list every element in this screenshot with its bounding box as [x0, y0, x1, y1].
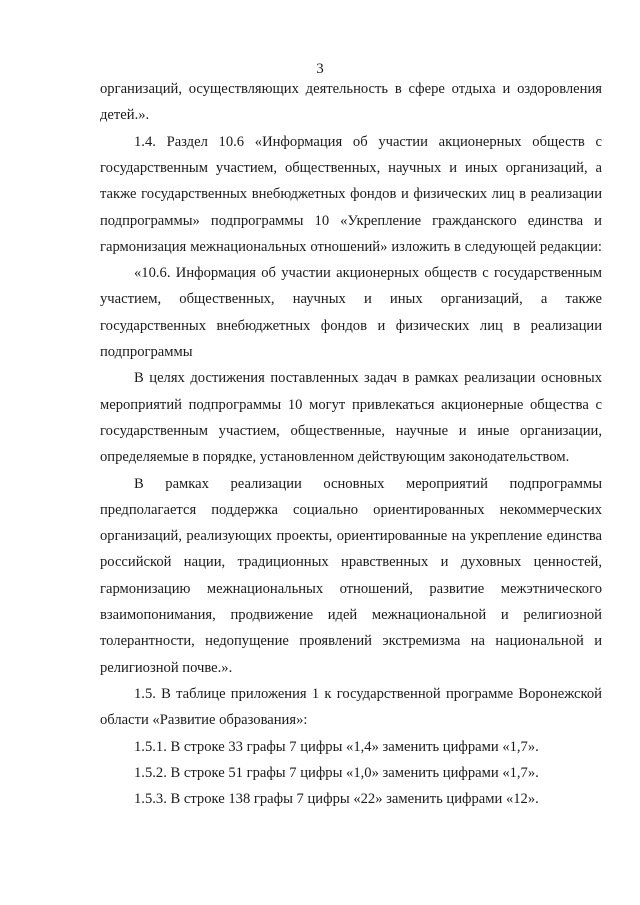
text-line: области «Развитие образования»:	[100, 712, 308, 728]
text-line: мероприятий подпрограммы 10 могут привлекаться акционерные общества с	[100, 397, 602, 413]
text-line: предполагается поддержка социально ориентированных некоммерческих	[100, 502, 602, 518]
text-line: гармонизация межнациональных отношений» изложить в следующей редакции:	[100, 239, 602, 255]
text-line: 1.4. Раздел 10.6 «Информация об участии акционерных обществ с	[134, 134, 602, 150]
text-line: участием, общественных, научных и иных организаций, а также	[100, 291, 602, 307]
text-line: определяемые в порядке, установленном действующим законодательством.	[100, 449, 570, 465]
text-line: подпрограммы	[100, 344, 193, 360]
text-line: 1.5.3. В строке 138 графы 7 цифры «22» заменить цифрами «12».	[134, 791, 539, 807]
text-line: 1.5.1. В строке 33 графы 7 цифры «1,4» заменить цифрами «1,7».	[134, 739, 539, 755]
text-line: В рамках реализации основных мероприятий подпрограммы	[134, 476, 602, 492]
text-line: В целях достижения поставленных задач в рамках реализации основных	[134, 370, 602, 386]
text-line: организаций, осуществляющих деятельность в сфере отдыха и оздоровления	[100, 81, 602, 97]
text-line: российской нации, традиционных нравственных и духовных ценностей,	[100, 554, 602, 570]
text-line: организаций, реализующих проекты, ориентированные на укрепление единства	[100, 528, 602, 544]
text-line: государственным участием, общественных, научных и иных организаций, а	[100, 160, 602, 176]
text-line: подпрограммы» подпрограммы 10 «Укрепление гражданского единства и	[100, 213, 602, 229]
text-line: государственным участием, общественные, научные и иные организации,	[100, 423, 602, 439]
text-line: также государственных внебюджетных фондов и физических лиц в реализации	[100, 186, 602, 202]
text-line: государственных внебюджетных фондов и физических лиц в реализации	[100, 318, 602, 334]
text-line: 1.5. В таблице приложения 1 к государственной программе Воронежской	[134, 686, 602, 702]
text-line: толерантности, недопущение проявлений экстремизма на национальной и	[100, 633, 602, 649]
text-line: гармонизацию межнациональных отношений, развитие межэтнического	[100, 581, 602, 597]
text-line: «10.6. Информация об участии акционерных обществ с государственным	[134, 265, 602, 281]
text-line: взаимопонимания, продвижение идей межнациональной и религиозной	[100, 607, 602, 623]
text-line: 1.5.2. В строке 51 графы 7 цифры «1,0» заменить цифрами «1,7».	[134, 765, 539, 781]
page-number: 3	[316, 61, 324, 77]
text-line: религиозной почве.».	[100, 660, 233, 676]
text-line: детей.».	[100, 107, 150, 123]
